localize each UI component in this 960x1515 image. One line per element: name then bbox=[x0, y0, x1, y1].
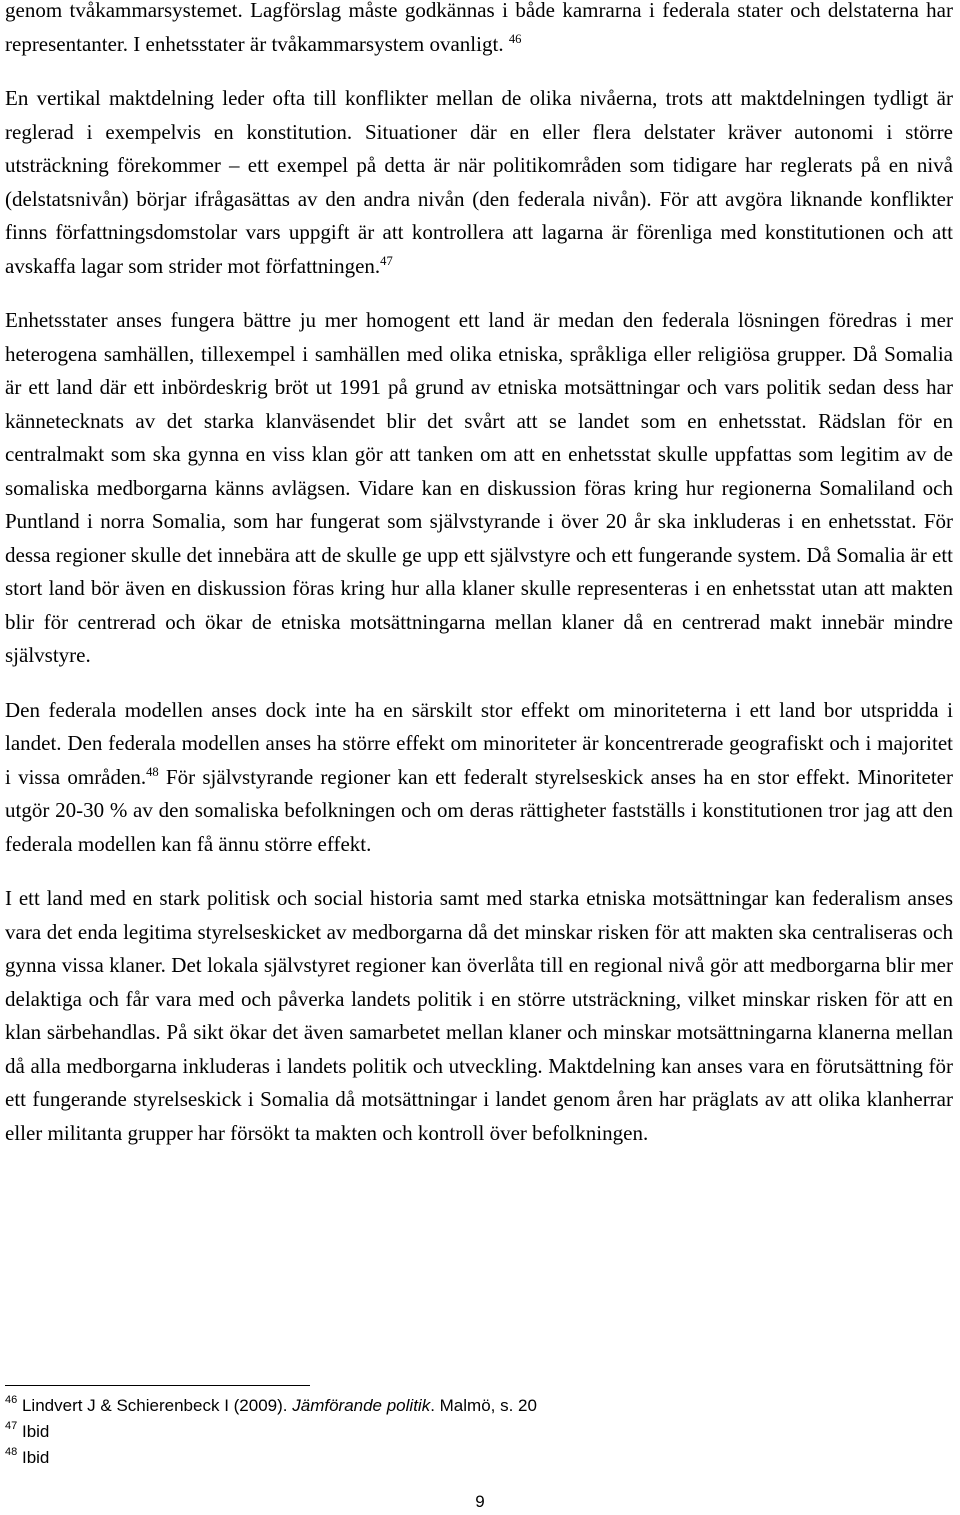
footnote-number: 48 bbox=[5, 1446, 18, 1459]
footnotes bbox=[5, 1393, 905, 1471]
paragraph bbox=[5, 0, 953, 61]
paragraph bbox=[5, 882, 953, 1150]
paragraph-text: För självstyrande regioner kan ett federalt styrelseskick anses ha en stor effekt. Minoriteter utgör 20-30 % av den somaliska befolkningen och om deras rättigheter fastställs i konstitutionen tror jag att den federala modellen kan få ännu större effekt. bbox=[5, 764, 953, 856]
footnote-text: Ibid bbox=[17, 1448, 50, 1467]
paragraph-text: genom tvåkammarsystemet. Lagförslag måste godkännas i både kamrarna i federala stater och delstaterna har representanter. I enhetsstater är tvåkammarsystem ovanligt. bbox=[5, 0, 953, 56]
page-number: 9 bbox=[475, 1492, 485, 1511]
footnote bbox=[5, 1445, 905, 1471]
paragraph-text: Enhetsstater anses fungera bättre ju mer homogent ett land är medan den federala lösningen föredras i mer heterogena samhällen, tillexempel i samhällen med olika etniska, språkliga eller religiösa grupper. Då Somalia är ett land där ett inbördeskrig bröt ut 1991 på grund av etniska motsättningar och vars politik sedan dess har kännetecknats av det starka klanväsendet blir det svårt att se landet som en enhetsstat. Rädslan för en centralmakt som ska gynna en viss klan gör att tanken om att en enhetsstat skulle uppfattas som legitim av de somaliska medborgarna känns avlägsen. Vidare kan en diskussion föras kring hur regionerna Somaliland och Puntland i norra Somalia, som har fungerat som självstyrande i över 20 år ska inkluderas i en enhetsstat. För dessa regioner skulle det innebära att de skulle ge upp ett självstyre och ett fungerande system. Då Somalia är ett stort land bör även en diskussion föras kring hur alla klaner skulle representeras i en enhetsstat utan att makten blir för centrerad och ökar de etniska motsättningarna mellan klaner då en centrerad makt innebär mindre självstyre. bbox=[5, 308, 953, 667]
footnote-number: 47 bbox=[5, 1420, 18, 1433]
footnote bbox=[5, 1393, 905, 1419]
footnote-separator bbox=[5, 1385, 310, 1386]
paragraph bbox=[5, 82, 953, 283]
paragraph-text: En vertikal maktdelning leder ofta till konflikter mellan de olika nivåerna, trots att maktdelningen tydligt är reglerad i exempelvis en konstitution. Situationer där en eller flera delstater kräver autonomi i större utsträckning förekommer – ett exempel på detta är när politikområden som tidigare har reglerats på en nivå (delstatsnivån) börjar ifrågasättas av den andra nivån (den federala nivån). För att avgöra liknande konflikter finns författningsdomstolar vars uppgift är att kontrollera att lagarna är förenliga med konstitutionen och att avskaffa lagar som strider mot författningen. bbox=[5, 86, 953, 278]
footnote-reference[interactable]: 46 bbox=[508, 31, 522, 46]
footnote-number: 46 bbox=[5, 1394, 18, 1407]
paragraph-text: Den federala modellen anses dock inte ha en särskilt stor effekt om minoriteterna i ett land bor utspridda i landet. Den federala modellen anses ha större effekt om minoriteter är koncentrerade geografiskt och i majoritet i vissa områden. bbox=[5, 697, 953, 789]
footnote-text: Ibid bbox=[17, 1422, 50, 1441]
footnote bbox=[5, 1419, 905, 1445]
footnote-title: Jämförande politik bbox=[292, 1396, 431, 1415]
footnote-text: Lindvert J & Schierenbeck I (2009). bbox=[17, 1396, 293, 1415]
paragraph bbox=[5, 304, 953, 673]
footnote-reference[interactable]: 47 bbox=[380, 253, 393, 268]
footnote-text: . Malmö, s. 20 bbox=[430, 1396, 537, 1415]
document-body bbox=[5, 0, 953, 1150]
paragraph bbox=[5, 694, 953, 862]
footnote-reference[interactable]: 48 bbox=[146, 764, 159, 779]
paragraph-text: I ett land med en stark politisk och social historia samt med starka etniska motsättningar kan federalism anses vara det enda legitima styrelseskicket av medborgarna då det minskar risken för att makten ska centraliseras och gynna vissa klaner. Det lokala självstyret regioner kan överlåta till en regional nivå gör att medborgarna blir mer delaktiga och får vara med och påverka landets politik i en större utsträckning, vilket minskar risken för att en klan särbehandlas. På sikt ökar det även samarbetet mellan klaner och minskar motsättningarna klanerna mellan då alla medborgarna inkluderas i landets politik och utveckling. Maktdelning kan anses vara en förutsättning för ett fungerande styrelseskick i Somalia då motsättningar i landet genom åren har präglats av att olika klanherrar eller militanta grupper har försökt ta makten och kontroll över befolkningen. bbox=[5, 886, 953, 1145]
